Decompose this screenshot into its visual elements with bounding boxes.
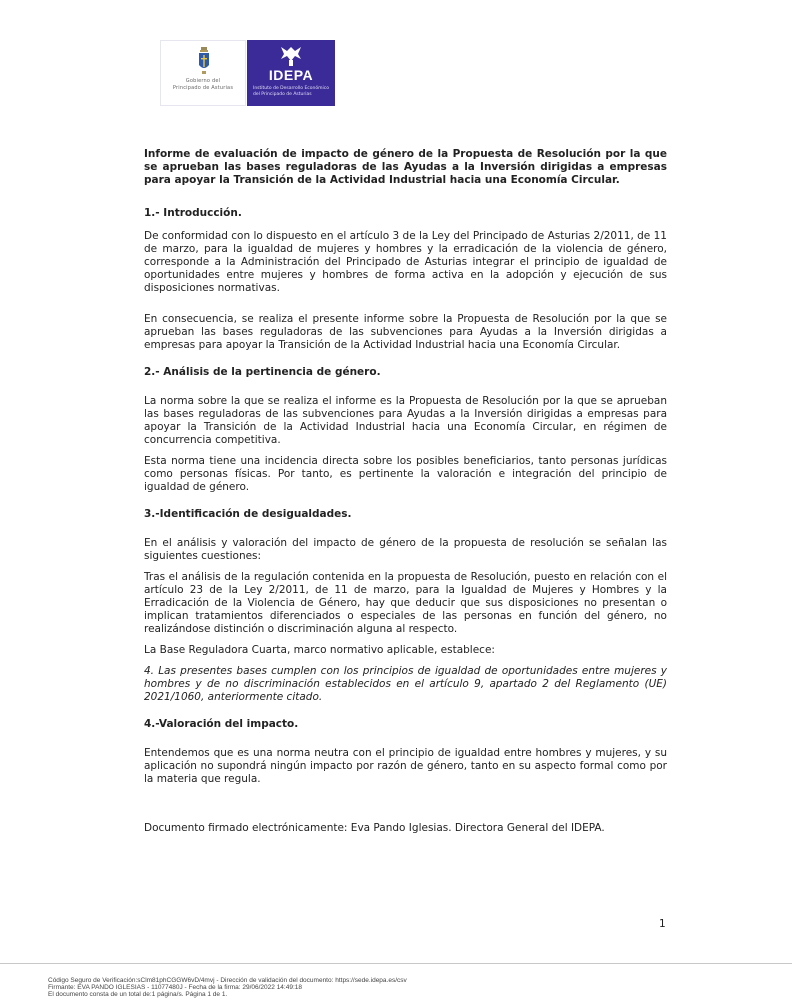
asturias-government-logo bbox=[160, 40, 246, 106]
paragraph: Esta norma tiene una incidencia directa sobre los posibles beneficiarios, tanto personas jurídicas como personas físicas. Por tanto, es pertinente la valoración e integración del principio de igualdad de género. bbox=[144, 455, 667, 493]
footer-pages-line: El documento consta de un total de:1 página/s. Página 1 de 1. bbox=[48, 991, 228, 999]
government-logo-text: Gobierno del Principado de Asturias bbox=[172, 78, 234, 91]
page-number: 1 bbox=[659, 918, 666, 930]
paragraph: Entendemos que es una norma neutra con el principio de igualdad entre hombres y mujeres, y su aplicación no supondrá ningún impacto por razón de género, tanto en su aspecto formal como por la materia que regula. bbox=[144, 747, 667, 785]
paragraph: La Base Reguladora Cuarta, marco normativo aplicable, establece: bbox=[144, 644, 495, 656]
paragraph: En el análisis y valoración del impacto de género de la propuesta de resolución se señalan las siguientes cuestiones: bbox=[144, 537, 667, 562]
footer-signer-line: Firmante: EVA PANDO IGLESIAS - 11077480J - Fecha de la firma: 29/06/2022 14:49:18 bbox=[48, 984, 302, 992]
document-body bbox=[144, 148, 667, 843]
header-logos bbox=[160, 40, 335, 106]
quoted-regulation: 4. Las presentes bases cumplen con los principios de igualdad de oportunidades entre mujeres y hombres y de no discriminación establecidos en el artículo 9, apartado 2 del Reglamento (UE) 2021/1060, anteriormente citado. bbox=[144, 665, 667, 703]
section-heading-desigualdades: 3.-Identificación de desigualdades. bbox=[144, 508, 352, 520]
paragraph: En consecuencia, se realiza el presente informe sobre la Propuesta de Resolución por la que se aprueban las bases reguladoras de las subvenciones para Ayudas a la Inversión dirigidas a empresas para apoyar la Transición de la Actividad Industrial hacia una Economía Circular. bbox=[144, 313, 667, 351]
idepa-name: IDEPA bbox=[268, 67, 314, 83]
paragraph: La norma sobre la que se realiza el informe es la Propuesta de Resolución por la que se aprueban las bases reguladoras de las subvenciones para Ayudas a la Inversión dirigidas a empresas para apoyar la Transición de la Actividad Industrial hacia una Economía Circular, en régimen de concurrencia competitiva. bbox=[144, 395, 667, 446]
paragraph: Tras el análisis de la regulación contenida en la propuesta de Resolución, puesto en relación con el artículo 23 de la Ley 2/2011, de 11 de marzo, para la Igualdad de Mujeres y Hombres y la Erradicación de la Violencia de Género, hay que deducir que sus disposiciones no presentan o implican tratamientos diferenciados o especiales de las personas en función del género, no realizándose distinción o discriminación alguna al respecto. bbox=[144, 571, 667, 635]
section-heading-valoracion: 4.-Valoración del impacto. bbox=[144, 718, 299, 730]
footer-csv-line: Código Seguro de Verificación:sClm81phCGGW6vD/4mvj - Dirección de validación del documento: https://sede.idepa.es/csv bbox=[48, 977, 407, 984]
coat-of-arms-icon bbox=[197, 47, 211, 75]
idepa-logo bbox=[247, 40, 335, 106]
signature-line: Documento firmado electrónicamente: Eva Pando Iglesias. Directora General del IDEPA. bbox=[144, 822, 605, 834]
idepa-subtitle: Instituto de Desarrollo Económico del Principado de Asturias bbox=[253, 86, 329, 97]
verification-footer bbox=[48, 977, 748, 999]
section-heading-introduccion: 1.- Introducción. bbox=[144, 207, 242, 219]
idepa-logo-mark-icon bbox=[278, 45, 304, 67]
footer-divider bbox=[0, 963, 792, 964]
section-heading-pertinencia: 2.- Análisis de la pertinencia de género. bbox=[144, 366, 381, 378]
paragraph: De conformidad con lo dispuesto en el artículo 3 de la Ley del Principado de Asturias 2/2011, de 11 de marzo, para la igualdad de mujeres y hombres y la erradicación de la violencia de género, corresponde a la Administración del Principado de Asturias integrar el principio de igualdad de oportunidades entre mujeres y hombres de forma activa en la adopción y ejecución de sus disposiciones normativas. bbox=[144, 230, 667, 294]
document-title: Informe de evaluación de impacto de género de la Propuesta de Resolución por la que se aprueban las bases reguladoras de las Ayudas a la Inversión dirigidas a empresas para apoyar la Transición de la Actividad Industrial hacia una Economía Circular. bbox=[144, 148, 667, 186]
